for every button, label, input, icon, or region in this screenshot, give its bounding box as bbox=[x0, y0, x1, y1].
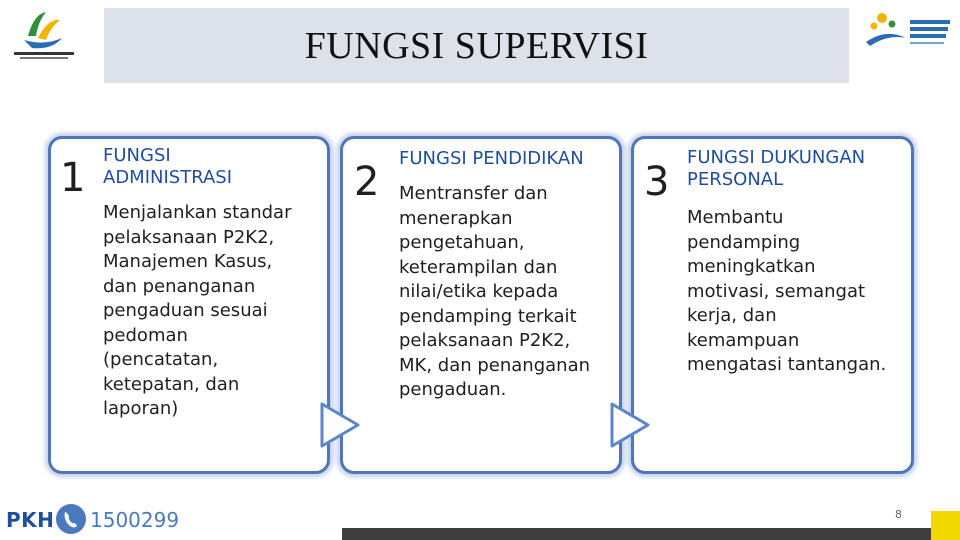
card-title: FUNGSI DUKUNGAN PERSONAL bbox=[687, 147, 866, 190]
card-body: Menjalankan standar pelaksanaan P2K2, Manajemen Kasus, dan penanganan pengaduan sesuai pedoman (pencatatan, ketepatan, dan laporan) bbox=[103, 202, 292, 419]
footer-bar bbox=[342, 528, 960, 540]
card-title: FUNGSI PENDIDIKAN bbox=[399, 148, 584, 169]
card-number: 2 bbox=[354, 159, 380, 205]
card-body: Membantu pendamping meningkatkan motivasi, semangat kerja, dan kemampuan mengatasi tantangan. bbox=[687, 207, 887, 375]
pkh-label: PKH bbox=[6, 508, 55, 532]
card-body: Mentransfer dan menerapkan pengetahuan, keterampilan dan nilai/etika kepada pendamping terkait pelaksanaan P2K2, MK, dan penanganan pengaduan. bbox=[399, 183, 591, 400]
card-title: FUNGSI ADMINISTRASI bbox=[103, 145, 233, 188]
title-banner bbox=[104, 8, 849, 83]
arrow-right-icon bbox=[318, 400, 364, 450]
program-keluarga-harapan-logo bbox=[862, 8, 956, 52]
card-number: 1 bbox=[60, 155, 86, 201]
corner-accent bbox=[931, 511, 960, 540]
hotline-number: 1500299 bbox=[90, 508, 180, 532]
kementerian-sosial-logo bbox=[8, 6, 80, 64]
page-number: 8 bbox=[895, 508, 902, 521]
phone-icon bbox=[54, 502, 88, 536]
card-number: 3 bbox=[644, 159, 670, 205]
slide-title: FUNGSI SUPERVISI bbox=[304, 24, 649, 67]
arrow-right-icon bbox=[608, 400, 654, 450]
